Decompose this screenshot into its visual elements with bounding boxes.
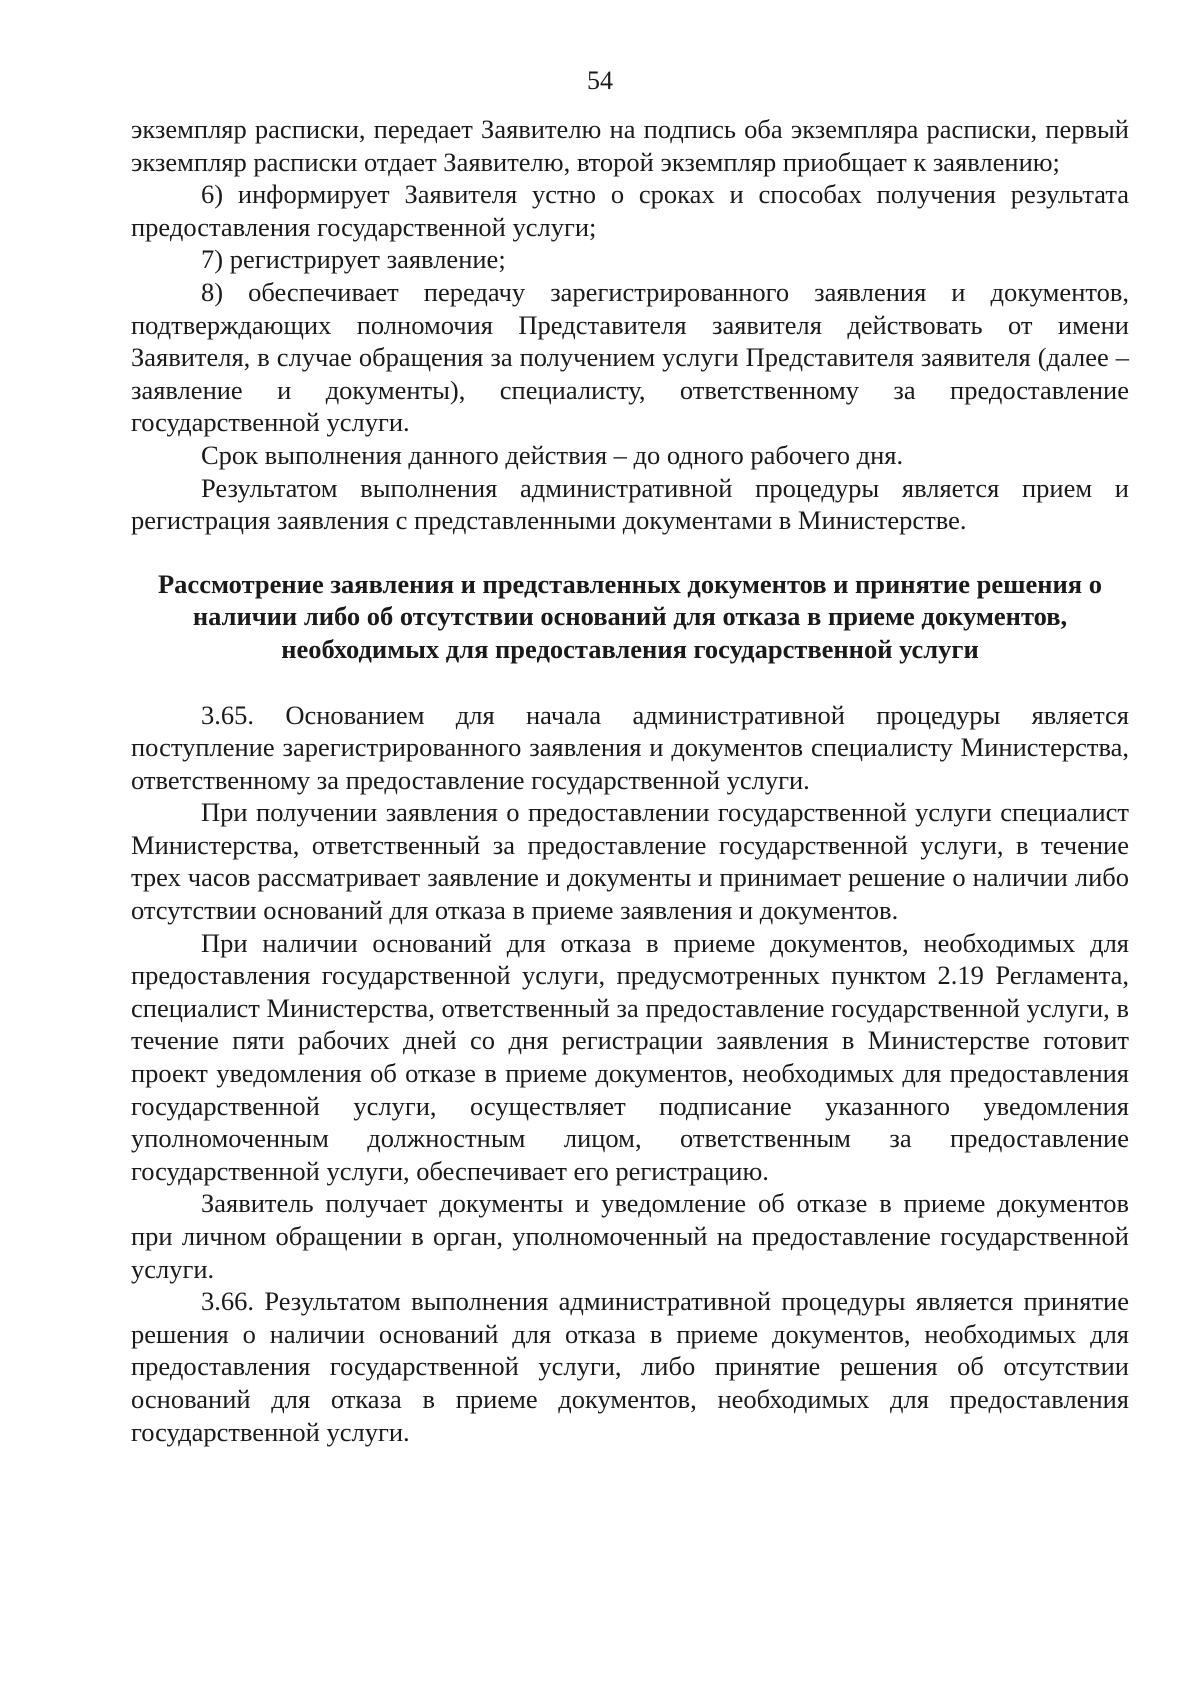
paragraph-3-65: 3.65. Основанием для начала административной процедуры является поступление зарегистрированного заявления и документов специалисту Министерства, ответственному за предоставление государственной услуги.: [131, 699, 1129, 795]
paragraph-3-66: 3.66. Результатом выполнения административной процедуры является принятие решения о наличии оснований для отказа в приеме документов, необходимых для предоставления государственной услуги, либо принятие решения об отсутствии оснований для отказа в приеме документов, необходимых для предоставления государственной услуги.: [131, 1286, 1129, 1447]
paragraph-item-8: 8) обеспечивает передачу зарегистрированного заявления и документов, подтверждающих полномочия Представителя заявителя действовать от имени Заявителя, в случае обращения за получением услуги Представителя заявителя (далее – заявление и документы), специалисту, ответственному за предоставление государственной услуги.: [131, 276, 1129, 438]
paragraph-continuation: экземпляр расписки, передает Заявителю на подпись оба экземпляра расписки, первый экземпляр расписки отдает Заявителю, второй экземпляр приобщает к заявлению;: [131, 114, 1129, 177]
paragraph-applicant-receives: Заявитель получает документы и уведомление об отказе в приеме документов при личном обращении в орган, уполномоченный на предоставление государственной услуги.: [131, 1188, 1129, 1284]
document-body: [131, 113, 1129, 1448]
paragraph-refusal-grounds: При наличии оснований для отказа в приеме документов, необходимых для предоставления государственной услуги, предусмотренных пунктом 2.19 Регламента, специалист Министерства, ответственный за предоставление государственной услуги, в течение пяти рабочих дней со дня регистрации заявления в Министерстве готовит проект уведомления об отказе в приеме документов, необходимых для предоставления государственной услуги, осуществляет подписание указанного уведомления уполномоченным должностным лицом, ответственным за предоставление государственной услуги, обеспечивает его регистрацию.: [131, 927, 1129, 1186]
paragraph-review: При получении заявления о предоставлении государственной услуги специалист Министерства, ответственный за предоставление государственной услуги, в течение трех часов рассматривает заявление и документы и принимает решение о наличии либо отсутствии оснований для отказа в приеме заявления и документов.: [131, 797, 1129, 926]
page-number: 54: [587, 66, 613, 95]
paragraph-item-7: 7) регистрирует заявление;: [201, 244, 506, 275]
section-heading: Рассмотрение заявления и представленных документов и принятие решения о наличии либо об отсутствии оснований для отказа в приеме документов, необходимых для предоставления государственной услуги: [158, 568, 1102, 664]
paragraph-item-6: 6) информирует Заявителя устно о сроках и способах получения результата предоставления государственной услуги;: [131, 179, 1129, 242]
paragraph-result: Результатом выполнения административной процедуры является прием и регистрация заявления с представленными документами в Министерстве.: [131, 472, 1129, 536]
paragraph-deadline: Срок выполнения данного действия – до одного рабочего дня.: [201, 439, 904, 470]
